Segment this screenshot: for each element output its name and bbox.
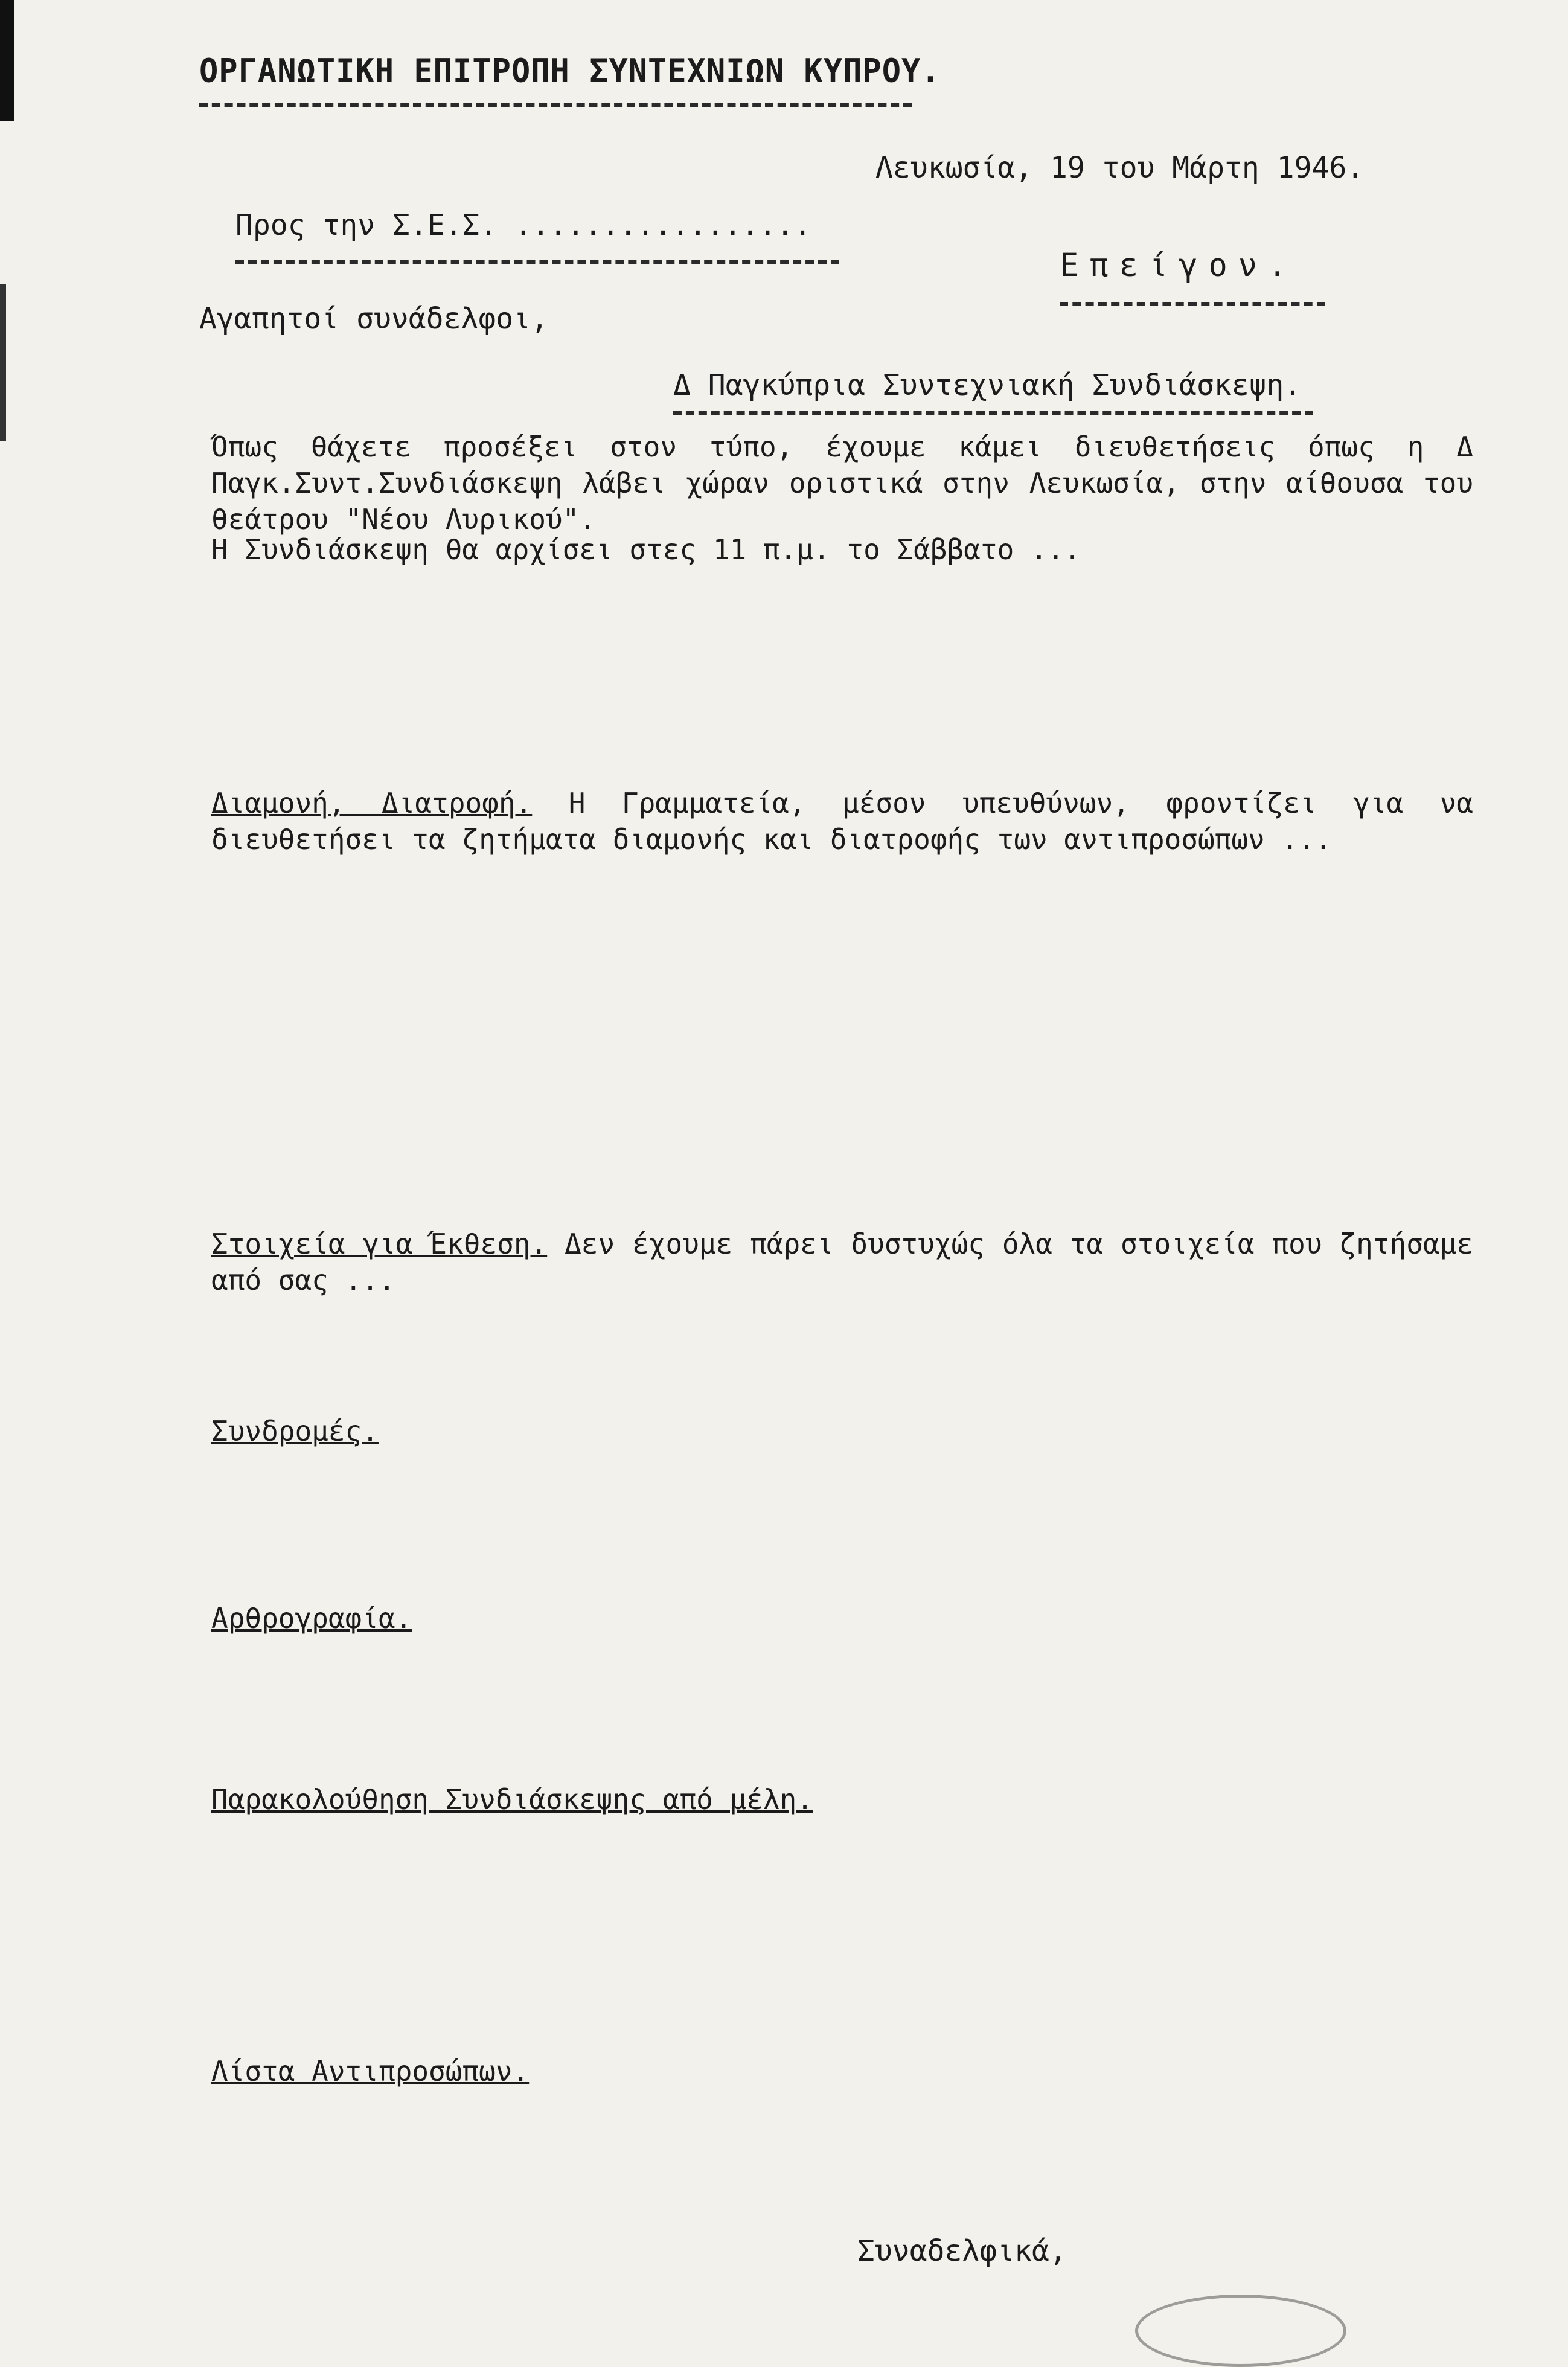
recipient-line: Προς την Σ.Ε.Σ. ................. (235, 208, 811, 242)
section-lodging (211, 785, 1473, 857)
paragraph-timing: Η Συνδιάσκεψη θα αρχίσει στες 11 π.μ. το Σάββατο ... (211, 533, 1081, 566)
section-dues-title: Συνδρομές. (211, 1415, 379, 1447)
urgent-label: Επείγον. (1060, 248, 1298, 284)
letterhead: ΟΡΓΑΝΩΤΙΚΗ ΕΠΙΤΡΟΠΗ ΣΥΝΤΕΧΝΙΩΝ ΚΥΠΡΟΥ. (199, 52, 941, 91)
letterhead-underline (199, 103, 912, 107)
urgent-underline (1060, 302, 1325, 306)
section-articles-title: Αρθρογραφία. (211, 1602, 412, 1635)
section-dues (211, 1413, 1473, 1449)
section-report (211, 1226, 1473, 1298)
section-lodging-text: Η Γραμματεία, μέσον υπευθύνων, φροντίζει για να διευθετήσει τα ζητήματα διαμονής και διατροφής των αντιπροσώπων ... (211, 787, 1474, 856)
section-lodging-title: Διαμονή, Διατροφή. (211, 787, 533, 819)
greeting: Αγαπητοί συνάδελφοι, (199, 302, 548, 336)
section-delegates-title: Λίστα Αντιπροσώπων. (211, 2055, 530, 2087)
margin-mark (0, 284, 6, 441)
closing-salutation: Συναδελφικά, (857, 2234, 1067, 2268)
section-report-title: Στοιχεία για Έκθεση. (211, 1228, 548, 1260)
organization-stamp (1135, 2295, 1346, 2367)
paragraph-location: Όπως θάχετε προσέξει στον τύπο, έχουμε κάμει διευθετήσεις όπως η Δ Παγκ.Συντ.Συνδιάσκεψη λάβει χώραν οριστικά στην Λευκωσία, στην αίθουσα του θεάτρου "Νέου Λυρικού". (211, 431, 1473, 536)
scan-edge-mark (0, 0, 14, 121)
subject-heading: Δ Παγκύπρια Συντεχνιακή Συνδιάσκεψη. (673, 368, 1302, 402)
section-attendance-title: Παρακολούθηση Συνδιάσκεψης από μέλη. (211, 1783, 813, 1816)
date-line: Λευκωσία, 19 του Μάρτη 1946. (875, 151, 1365, 185)
section-articles (211, 1600, 1473, 1636)
recipient-underline (235, 260, 839, 264)
section-delegates (211, 2053, 1473, 2089)
subject-underline (673, 411, 1313, 415)
section-report-text: Δεν έχουμε πάρει δυστυχώς όλα τα στοιχεία που ζητήσαμε από σας ... (211, 1228, 1473, 1296)
section-attendance (211, 1781, 1473, 1818)
